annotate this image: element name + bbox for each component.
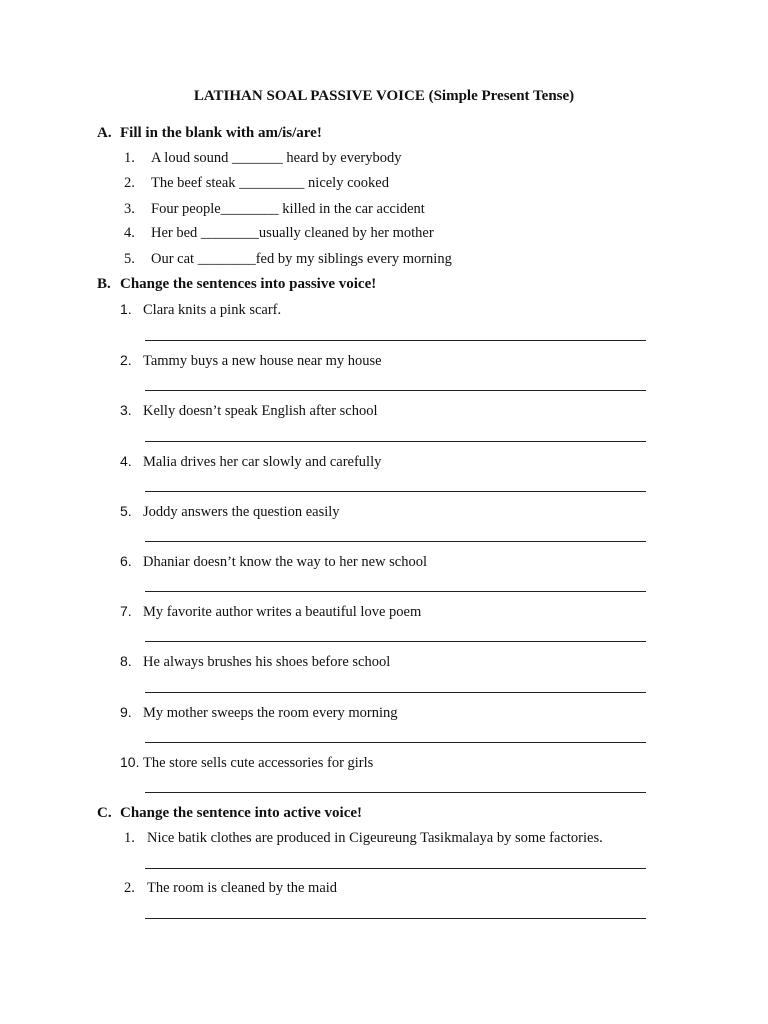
question-text: Nice batik clothes are produced in Cigeureung Tasikmalaya by some factories. [147, 830, 603, 846]
question-text: A loud sound _______ heard by everybody [151, 150, 402, 166]
question-text: Kelly doesn’t speak English after school [143, 403, 378, 419]
question-c-1 [124, 830, 603, 847]
question-number: 1. [120, 301, 132, 317]
question-text: Joddy answers the question easily [143, 504, 340, 520]
question-text: My mother sweeps the room every morning [143, 705, 398, 721]
answer-line[interactable] [145, 918, 646, 919]
question-text: Tammy buys a new house near my house [143, 353, 382, 369]
answer-line[interactable] [145, 692, 646, 693]
question-number: 10. [120, 754, 140, 770]
section-c-heading [97, 805, 362, 822]
question-number: 2. [124, 880, 135, 896]
section-b-heading-text: Change the sentences into passive voice! [120, 276, 377, 292]
question-number: 2. [120, 352, 132, 368]
question-b-4 [120, 453, 381, 471]
question-b-10 [120, 754, 373, 772]
question-number: 1. [124, 150, 135, 166]
answer-line[interactable] [145, 491, 646, 492]
question-text: Dhaniar doesn’t know the way to her new school [143, 554, 428, 570]
question-text: The store sells cute accessories for girls [143, 755, 374, 771]
question-text: The room is cleaned by the maid [147, 880, 338, 896]
answer-line[interactable] [145, 340, 646, 341]
answer-line[interactable] [145, 868, 646, 869]
answer-line[interactable] [145, 792, 646, 793]
question-b-9 [120, 704, 398, 722]
question-text: Her bed ________usually cleaned by her mother [151, 225, 434, 241]
question-number: 5. [120, 503, 132, 519]
section-a-letter: A. [97, 125, 112, 141]
question-b-5 [120, 503, 340, 521]
section-a-heading-text: Fill in the blank with am/is/are! [120, 125, 322, 141]
question-b-8 [120, 653, 390, 671]
worksheet-title: LATIHAN SOAL PASSIVE VOICE (Simple Present Tense) [193, 88, 575, 104]
question-number: 7. [120, 603, 132, 619]
question-b-2 [120, 352, 382, 370]
section-b-heading [97, 276, 376, 293]
question-text: Four people________ killed in the car accident [151, 201, 425, 217]
answer-line[interactable] [145, 641, 646, 642]
answer-line[interactable] [145, 441, 646, 442]
question-text: Our cat ________fed by my siblings every morning [151, 251, 452, 267]
question-number: 4. [124, 225, 135, 241]
question-number: 6. [120, 553, 132, 569]
answer-line[interactable] [145, 591, 646, 592]
question-text: The beef steak _________ nicely cooked [151, 175, 389, 191]
question-b-7 [120, 603, 421, 621]
question-text: My favorite author writes a beautiful love poem [143, 604, 422, 620]
section-c-heading-text: Change the sentence into active voice! [120, 805, 363, 821]
answer-line[interactable] [145, 390, 646, 391]
question-a-2 [124, 175, 389, 192]
question-b-3 [120, 402, 378, 420]
section-a-heading [97, 125, 322, 142]
question-number: 8. [120, 653, 132, 669]
question-number: 1. [124, 830, 135, 846]
question-text: Malia drives her car slowly and carefully [143, 454, 382, 470]
question-b-6 [120, 553, 427, 571]
question-number: 5. [124, 251, 135, 267]
question-a-1 [124, 150, 402, 167]
question-c-2 [124, 880, 337, 897]
question-b-1 [120, 301, 281, 319]
section-b-letter: B. [97, 276, 111, 292]
question-a-5 [124, 251, 452, 268]
question-number: 2. [124, 175, 135, 191]
question-a-3 [124, 201, 425, 218]
question-text: Clara knits a pink scarf. [143, 302, 282, 318]
question-number: 4. [120, 453, 132, 469]
question-number: 3. [120, 402, 132, 418]
question-text: He always brushes his shoes before school [143, 654, 391, 670]
question-a-4 [124, 225, 434, 242]
question-number: 3. [124, 201, 135, 217]
question-number: 9. [120, 704, 132, 720]
answer-line[interactable] [145, 742, 646, 743]
answer-line[interactable] [145, 541, 646, 542]
section-c-letter: C. [97, 805, 112, 821]
